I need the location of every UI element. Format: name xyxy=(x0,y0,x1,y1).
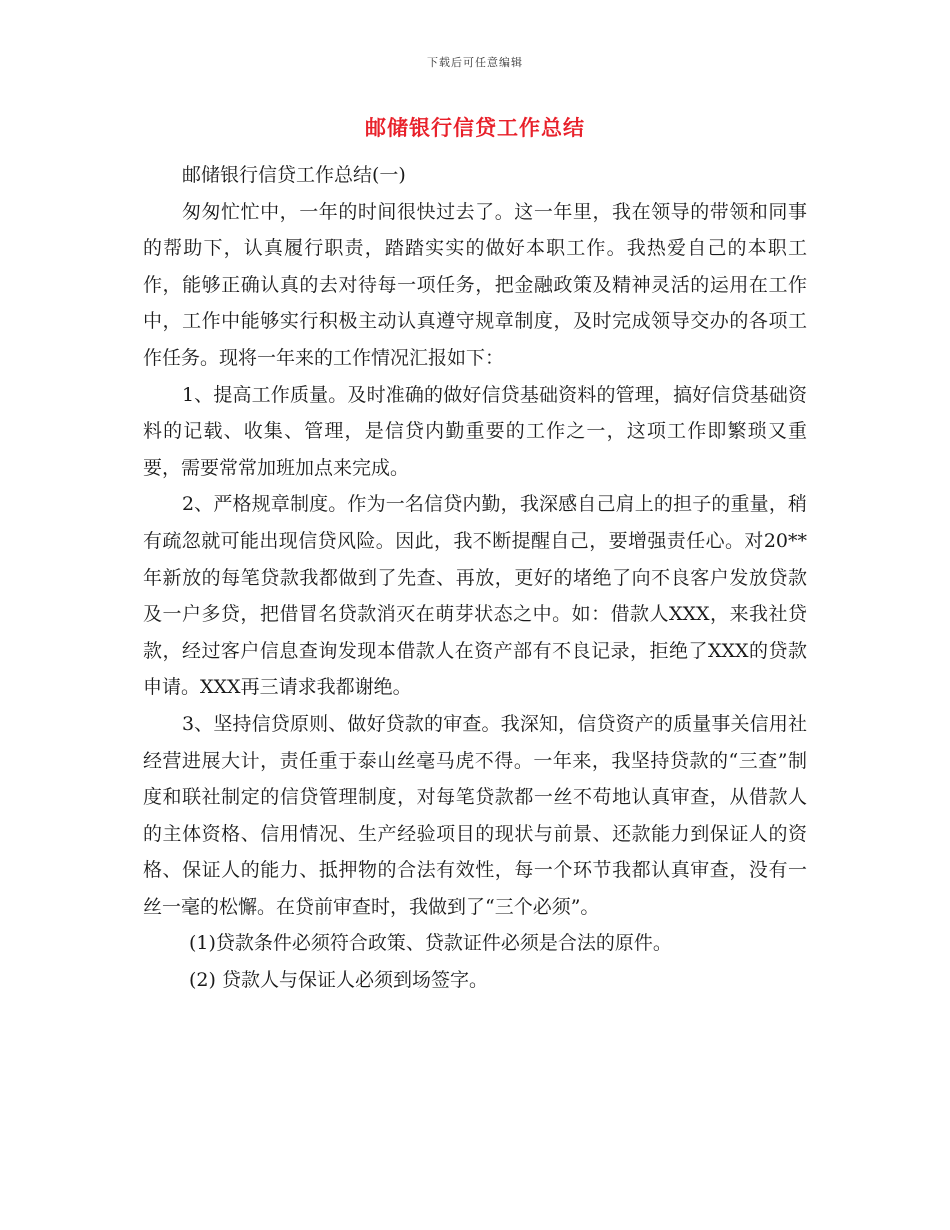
document-body xyxy=(143,157,807,999)
paragraph-intro: 匆匆忙忙中，一年的时间很快过去了。这一年里，我在领导的带领和同事的帮助下，认真履行职责，踏踏实实的做好本职工作。我热爱自己的本职工作，能够正确认真的去对待每一项任务，把金融政策及精神灵活的运用在工作中，工作中能够实行积极主动认真遵守规章制度，及时完成领导交办的各项工作任务。现将一年来的工作情况汇报如下： xyxy=(143,200,807,369)
section-heading: 邮储银行信贷工作总结(一) xyxy=(181,164,406,186)
paragraph-item-2: 2、严格规章制度。作为一名信贷内勤，我深感自己肩上的担子的重量，稍有疏忽就可能出现信贷风险。因此，我不断提醒自己，要增强责任心。对20**年新放的每笔贷款我都做到了先查、再放，更好的堵绝了向不良客户发放贷款及一户多贷，把借冒名贷款消灭在萌芽状态之中。如：借款人XXX，来我社贷款，经过客户信息查询发现本借款人在资产部有不良记录，拒绝了XXX的贷款申请。XXX再三请求我都谢绝。 xyxy=(143,493,807,699)
document-title: 邮储银行信贷工作总结 xyxy=(365,116,585,140)
header-note: 下载后可任意编辑 xyxy=(427,56,523,69)
paragraph-item-1: 1、提高工作质量。及时准确的做好信贷基础资料的管理，搞好信贷基础资料的记载、收集、管理，是信贷内勤重要的工作之一，这项工作即繁琐又重要，需要常常加班加点来完成。 xyxy=(143,383,807,479)
sub-item-2: (2) 贷款人与保证人必须到场签字。 xyxy=(189,969,488,992)
sub-item-1: (1)贷款条件必须符合政策、贷款证件必须是合法的原件。 xyxy=(189,932,672,955)
paragraph-item-3: 3、坚持信贷原则、做好贷款的审查。我深知，信贷资产的质量事关信用社经营进展大计，责任重于泰山丝毫马虎不得。一年来，我坚持贷款的“三查”制度和联社制定的信贷管理制度，对每笔贷款都一丝不苟地认真审查，从借款人的主体资格、信用情况、生产经验项目的现状与前景、还款能力到保证人的资格、保证人的能力、抵押物的合法有效性，每一个环节我都认真审查，没有一丝一毫的松懈。在贷前审查时，我做到了“三个必须”。 xyxy=(143,712,807,918)
